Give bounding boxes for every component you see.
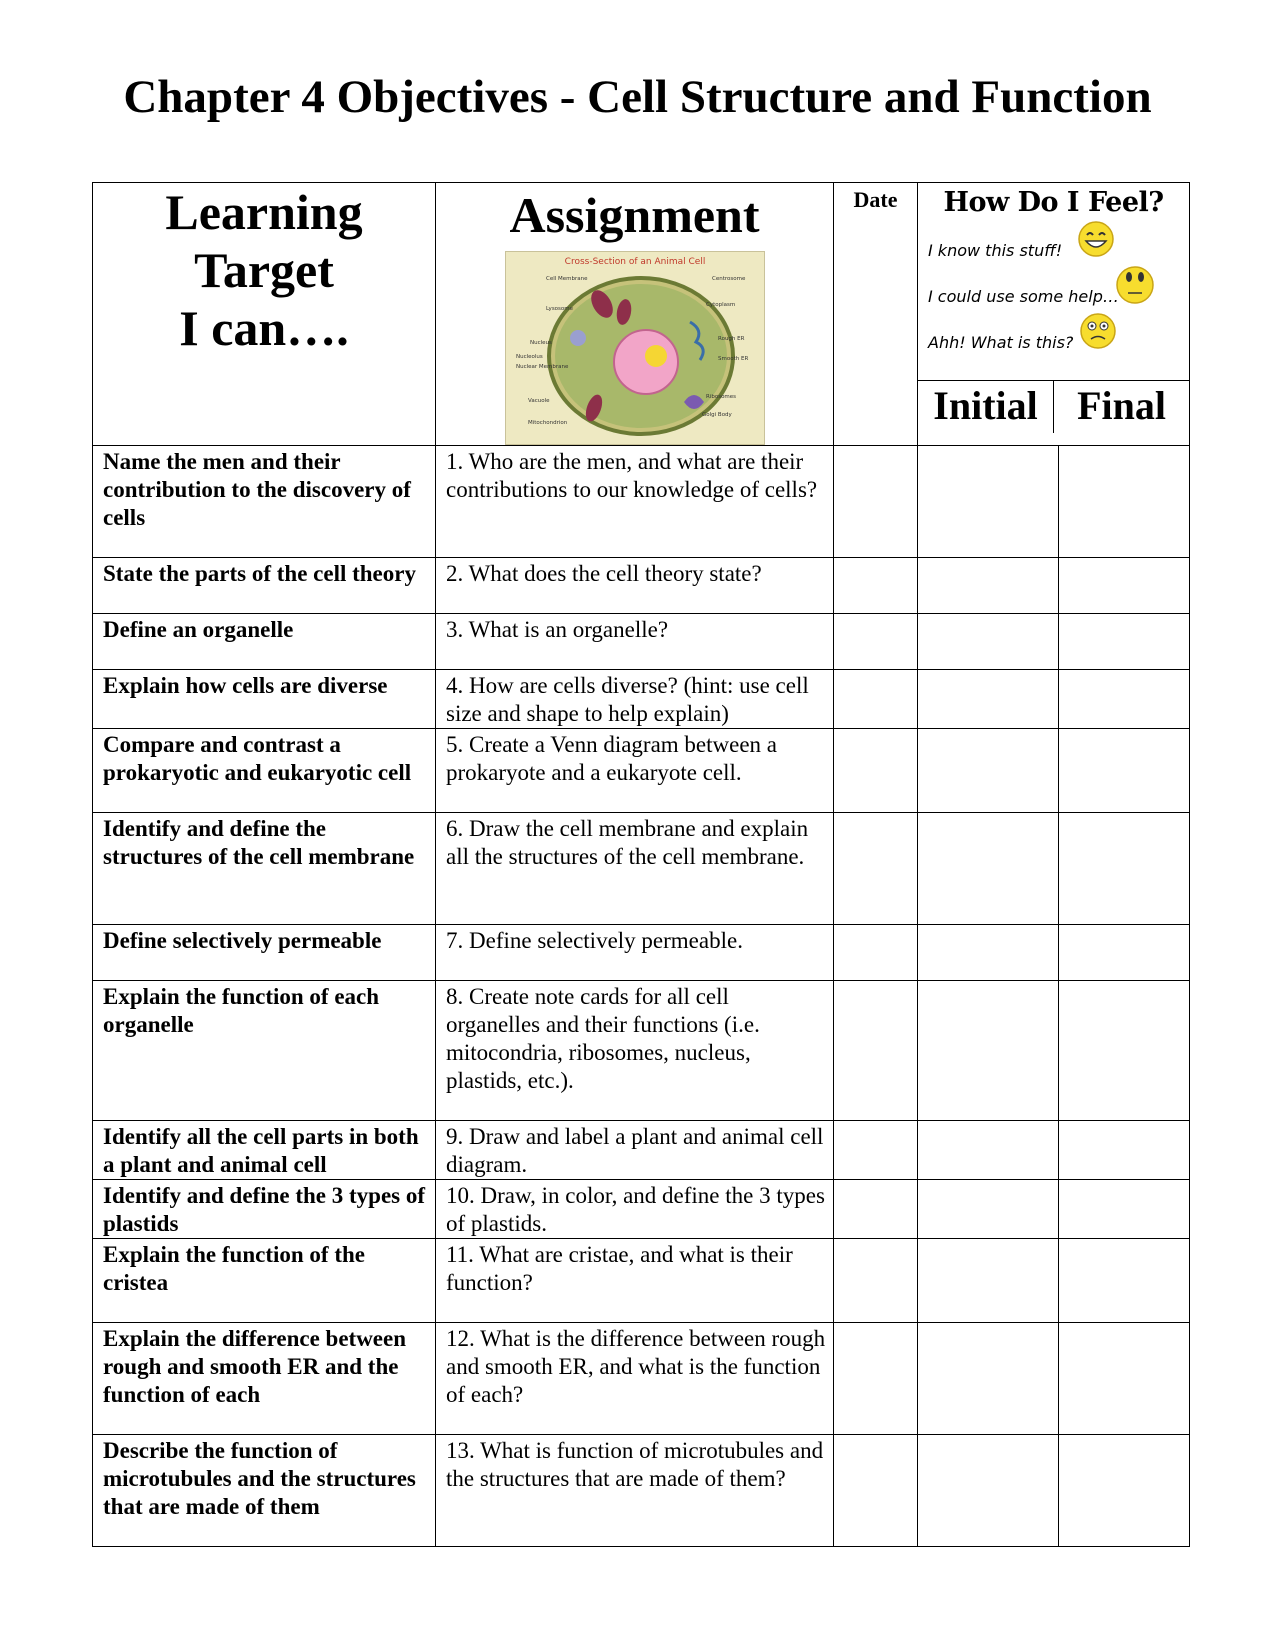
final-cell[interactable] <box>1059 729 1190 813</box>
feel-box <box>918 183 1189 381</box>
diagram-label: Nuclear Membrane <box>515 364 568 370</box>
date-cell[interactable] <box>834 981 918 1121</box>
date-cell[interactable] <box>834 1121 918 1180</box>
date-cell[interactable] <box>834 1435 918 1547</box>
table-row <box>93 558 1190 614</box>
assignment-cell: 9. Draw and label a plant and animal cell diagram. <box>436 1121 834 1180</box>
assignment-cell: 10. Draw, in color, and define the 3 types of plastids. <box>436 1180 834 1239</box>
nucleus-shape <box>614 330 678 394</box>
date-cell[interactable] <box>834 1323 918 1435</box>
diagram-label: Rough ER <box>717 336 744 342</box>
feel-what: Ahh! What is this? <box>928 333 1074 352</box>
learning-target-cell: Compare and contrast a prokaryotic and eukaryotic cell <box>93 729 436 813</box>
final-cell[interactable] <box>1059 614 1190 670</box>
assignment-cell: 5. Create a Venn diagram between a prokaryote and a eukaryote cell. <box>436 729 834 813</box>
diagram-label: Mitochondrion <box>527 420 567 426</box>
learning-target-cell: Explain how cells are diverse <box>93 670 436 729</box>
feel-title: How Do I Feel? <box>943 187 1164 218</box>
date-cell[interactable] <box>834 813 918 925</box>
final-cell[interactable] <box>1059 670 1190 729</box>
date-cell[interactable] <box>834 1180 918 1239</box>
initial-cell[interactable] <box>918 729 1059 813</box>
learning-target-cell: Define selectively permeable <box>93 925 436 981</box>
assignment-cell: 12. What is the difference between rough and smooth ER, and what is the function of each? <box>436 1323 834 1435</box>
learning-target-cell: Define an organelle <box>93 614 436 670</box>
learning-target-cell: Identify and define the structures of the cell membrane <box>93 813 436 925</box>
final-cell[interactable] <box>1059 813 1190 925</box>
table-row <box>93 614 1190 670</box>
assignment-cell: 2. What does the cell theory state? <box>436 558 834 614</box>
initial-cell[interactable] <box>918 558 1059 614</box>
initial-cell[interactable] <box>918 1180 1059 1239</box>
assignment-cell: 6. Draw the cell membrane and explain all the structures of the cell membrane. <box>436 813 834 925</box>
initial-cell[interactable] <box>918 1239 1059 1323</box>
table-row <box>93 925 1190 981</box>
table-row <box>93 981 1190 1121</box>
date-cell[interactable] <box>834 1239 918 1323</box>
learning-target-cell: State the parts of the cell theory <box>93 558 436 614</box>
diagram-label: Cytoplasm <box>705 302 735 308</box>
diagram-label: Vacuole <box>527 398 549 404</box>
learning-target-header <box>93 183 436 446</box>
learning-target-cell: Name the men and their contribution to the discovery of cells <box>93 446 436 558</box>
assignment-cell: 4. How are cells diverse? (hint: use cell size and shape to help explain) <box>436 670 834 729</box>
date-cell[interactable] <box>834 670 918 729</box>
diagram-label: Nucleus <box>529 340 552 346</box>
date-cell[interactable] <box>834 446 918 558</box>
assignment-cell: 3. What is an organelle? <box>436 614 834 670</box>
objectives-table <box>92 182 1190 1547</box>
lysosome-shape <box>570 330 586 346</box>
final-cell[interactable] <box>1059 925 1190 981</box>
final-cell[interactable] <box>1059 1435 1190 1547</box>
date-cell[interactable] <box>834 614 918 670</box>
page-title: Chapter 4 Objectives - Cell Structure and Function <box>123 71 1152 123</box>
initial-header: Initial <box>918 381 1054 433</box>
final-cell[interactable] <box>1059 1323 1190 1435</box>
initial-cell[interactable] <box>918 1121 1059 1180</box>
feel-know: I know this stuff! <box>928 241 1063 260</box>
diagram-label: Centrosome <box>711 276 745 282</box>
learning-target-line: Learning <box>165 184 363 240</box>
table-row <box>93 1323 1190 1435</box>
diagram-label: Ribosomes <box>705 394 736 400</box>
final-cell[interactable] <box>1059 1121 1190 1180</box>
diagram-title: Cross-Section of an Animal Cell <box>564 257 705 267</box>
learning-target-line: Target <box>194 242 334 298</box>
learning-target-cell: Explain the function of each organelle <box>93 981 436 1121</box>
learning-target-cell: Explain the difference between rough and smooth ER and the function of each <box>93 1323 436 1435</box>
diagram-label: Golgi Body <box>701 412 732 418</box>
learning-target-cell: Describe the function of microtubules and the structures that are made of them <box>93 1435 436 1547</box>
table-row <box>93 1435 1190 1547</box>
happy-smiley-icon <box>1076 219 1116 259</box>
initial-cell[interactable] <box>918 614 1059 670</box>
animal-cell-diagram <box>505 251 765 445</box>
initial-cell[interactable] <box>918 1323 1059 1435</box>
final-cell[interactable] <box>1059 558 1190 614</box>
header-row <box>93 183 1190 446</box>
diagram-label: Cell Membrane <box>545 276 588 282</box>
assignment-header <box>436 183 834 446</box>
initial-cell[interactable] <box>918 925 1059 981</box>
assignment-cell: 8. Create note cards for all cell organelles and their functions (i.e. mitocondria, ribosomes, nucleus, plastids, etc.). <box>436 981 834 1121</box>
date-header: Date <box>834 183 918 446</box>
initial-cell[interactable] <box>918 813 1059 925</box>
initial-cell[interactable] <box>918 670 1059 729</box>
learning-target-line: I can…. <box>179 300 349 356</box>
initial-cell[interactable] <box>918 1435 1059 1547</box>
final-cell[interactable] <box>1059 1239 1190 1323</box>
final-cell[interactable] <box>1059 981 1190 1121</box>
diagram-label: Lysosome <box>545 306 573 312</box>
learning-target-cell: Identify and define the 3 types of plastids <box>93 1180 436 1239</box>
neutral-smiley-icon <box>1114 263 1156 305</box>
diagram-label: Nucleolus <box>515 354 543 360</box>
initial-cell[interactable] <box>918 446 1059 558</box>
date-cell[interactable] <box>834 558 918 614</box>
final-cell[interactable] <box>1059 1180 1190 1239</box>
learning-target-cell: Identify all the cell parts in both a plant and animal cell <box>93 1121 436 1180</box>
diagram-label: Smooth ER <box>717 356 748 362</box>
assignment-cell: 11. What are cristae, and what is their function? <box>436 1239 834 1323</box>
assignment-cell: 7. Define selectively permeable. <box>436 925 834 981</box>
initial-final-row <box>918 381 1189 433</box>
initial-cell[interactable] <box>918 981 1059 1121</box>
table-row <box>93 446 1190 558</box>
table-row <box>93 1180 1190 1239</box>
table-row <box>93 813 1190 925</box>
date-cell[interactable] <box>834 925 918 981</box>
table-row <box>93 1239 1190 1323</box>
nucleolus-shape <box>645 345 667 367</box>
feel-header <box>918 183 1190 446</box>
final-header: Final <box>1077 383 1166 428</box>
final-cell[interactable] <box>1059 446 1190 558</box>
assignment-title: Assignment <box>509 187 760 243</box>
feel-help: I could use some help… <box>928 287 1119 306</box>
assignment-cell: 13. What is function of microtubules and the structures that are made of them? <box>436 1435 834 1547</box>
date-cell[interactable] <box>834 729 918 813</box>
assignment-cell: 1. Who are the men, and what are their contributions to our knowledge of cells? <box>436 446 834 558</box>
learning-target-cell: Explain the function of the cristea <box>93 1239 436 1323</box>
table-row <box>93 729 1190 813</box>
table-row <box>93 1121 1190 1180</box>
table-row <box>93 670 1190 729</box>
confused-smiley-icon <box>1078 311 1118 351</box>
